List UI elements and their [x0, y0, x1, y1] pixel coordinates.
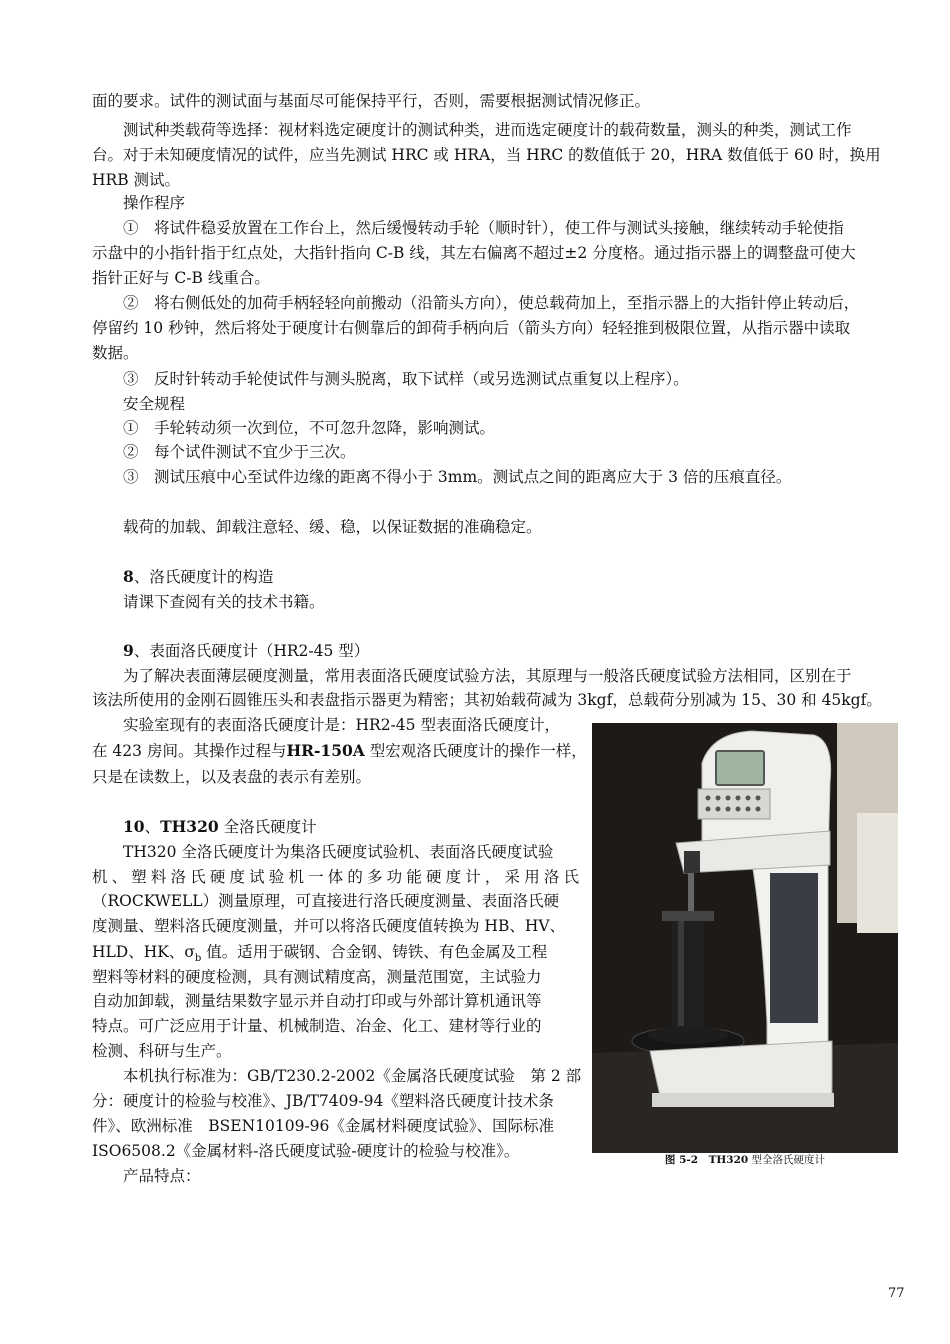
- text-line: TH320 全洛氏硬度计为集洛氏硬度试验机、表面洛氏硬度试验: [92, 843, 554, 861]
- text-span: HLD、HK、σ: [92, 943, 195, 961]
- figure-caption: [592, 1152, 898, 1168]
- text-line: 该法所使用的金刚石圆锥压头和表盘指示器更为精密；其初始载荷减为 3kgf，总载荷分别减为 15、30 和 45kgf。: [92, 691, 882, 709]
- text-line: ② 将右侧低处的加荷手柄轻轻向前搬动（沿箭头方向），使总载荷加上，至指示器上的大指针停止转动后，: [92, 294, 860, 312]
- heading-number: 10: [123, 817, 145, 836]
- model-name: HR-150A: [286, 741, 365, 760]
- text-span: 值。适用于碳钢、合金钢、铸铁、有色金属及工程: [201, 943, 548, 961]
- photo-illustration: [592, 723, 898, 1153]
- text-line: 件》、欧洲标准 BSEN10109-96《金属材料硬度试验》、国际标准: [92, 1117, 555, 1135]
- section-heading-10: [92, 814, 579, 840]
- text-line: 数据。: [92, 344, 139, 362]
- text-line: 检测、科研与生产。: [92, 1042, 232, 1060]
- subscript: b: [194, 953, 202, 965]
- section-heading-8: [92, 564, 907, 590]
- text-line: 只是在读数上，以及表盘的表示有差别。: [92, 768, 372, 786]
- text-line: 停留约 10 秒钟，然后将处于硬度计右侧靠后的卸荷手柄向后（箭头方向）轻轻推到极限位置，从指示器中读取: [92, 319, 851, 337]
- text-line: 为了解决表面薄层硬度测量，常用表面洛氏硬度试验方法，其原理与一般洛氏硬度试验方法相同，区别在于: [92, 667, 852, 685]
- text-span: 型宏观洛氏硬度计的操作一样，: [364, 742, 587, 760]
- hardness-tester-photo: [592, 723, 898, 1153]
- heading-text: 、表面洛氏硬度计（HR2-45 型）: [133, 642, 370, 660]
- caption-text: 型全洛氏硬度计: [748, 1154, 826, 1166]
- text-line: 分：硬度计的检验与校准》、JB/T7409-94《塑料洛氏硬度计技术条: [92, 1092, 554, 1110]
- text-line: 载荷的加载、卸载注意轻、缓、稳，以保证数据的准确稳定。: [92, 518, 542, 536]
- text-line: HRB 测试。: [92, 171, 181, 189]
- text-line: 示盘中的小指针指于红点处，大指针指向 C-B 线，其左右偏离不超过±2 分度格。通过指示器上的调整盘可使大: [92, 244, 856, 262]
- heading-text: 全洛氏硬度计: [218, 818, 317, 836]
- text-span: 在 423 房间。其操作过程与: [92, 742, 287, 760]
- text-line: 特点。可广泛应用于计量、机械制造、冶金、化工、建材等行业的: [92, 1017, 542, 1035]
- text-line: ① 手轮转动须一次到位，不可忽升忽降，影响测试。: [92, 419, 496, 437]
- text-line: 指针正好与 C-B 线重合。: [92, 269, 270, 287]
- text-line: 机、塑料洛氏硬度试验机一体的多功能硬度计，采用洛氏: [92, 868, 579, 886]
- caption-model: TH320: [708, 1154, 749, 1166]
- text-line: 自动加卸载，测量结果数字显示并自动打印或与外部计算机通讯等: [92, 992, 542, 1010]
- text-line: ① 将试件稳妥放置在工作台上，然后缓慢转动手轮（顺时针），使工件与测试头接触，继续转动手轮使指: [92, 219, 844, 237]
- heading-number: 8: [123, 567, 134, 586]
- heading-number: 9: [123, 641, 134, 660]
- text-line: 实验室现有的表面洛氏硬度计是：HR2-45 型表面洛氏硬度计，: [92, 716, 560, 734]
- caption-number: 图 5-2: [664, 1154, 699, 1166]
- heading-sep: 、: [144, 818, 161, 836]
- section-label-safety: 安全规程: [92, 395, 186, 413]
- text-line: 台。对于未知硬度情况的试件，应当先测试 HRC 或 HRA，当 HRC 的数值低于 20，HRA 数值低于 60 时，换用: [92, 146, 881, 164]
- text-line: ② 每个试件测试不宜少于三次。: [92, 443, 356, 461]
- page-number: 77: [888, 1286, 905, 1301]
- heading-model: TH320: [160, 817, 219, 836]
- text-line: 请课下查阅有关的技术书籍。: [92, 593, 325, 611]
- text-line: ISO6508.2《金属材料-洛氏硬度试验-硬度计的检验与校准》。: [92, 1142, 520, 1160]
- text-line: ③ 测试压痕中心至试件边缘的距离不得小于 3mm。测试点之间的距离应大于 3 倍的压痕直径。: [92, 468, 792, 486]
- text-line: 测试种类载荷等选择：视材料选定硬度计的测试种类，进而选定硬度计的载荷数量，测头的种类，测试工作: [92, 121, 852, 139]
- text-line: 面的要求。试件的测试面与基面尽可能保持平行，否则，需要根据测试情况修正。: [92, 92, 651, 110]
- section-heading-9: [92, 638, 907, 664]
- text-line: （ROCKWELL）测量原理，可直接进行洛氏硬度测量、表面洛氏硬: [92, 892, 560, 910]
- text-line: 本机执行标准为：GB/T230.2-2002《金属洛氏硬度试验 第 2 部: [92, 1067, 582, 1085]
- heading-text: 、洛氏硬度计的构造: [133, 568, 274, 586]
- text-line: [92, 738, 587, 764]
- text-line: 塑料等材料的硬度检测，具有测试精度高，测量范围宽，主试验力: [92, 968, 542, 986]
- text-line: 产品特点：: [92, 1167, 201, 1185]
- text-line: ③ 反时针转动手轮使试件与测头脱离，取下试样（或另选测试点重复以上程序）。: [92, 370, 689, 388]
- text-line: 度测量、塑料洛氏硬度测量，并可以将洛氏硬度值转换为 HB、HV、: [92, 917, 566, 935]
- section-label-procedure: 操作程序: [92, 194, 186, 212]
